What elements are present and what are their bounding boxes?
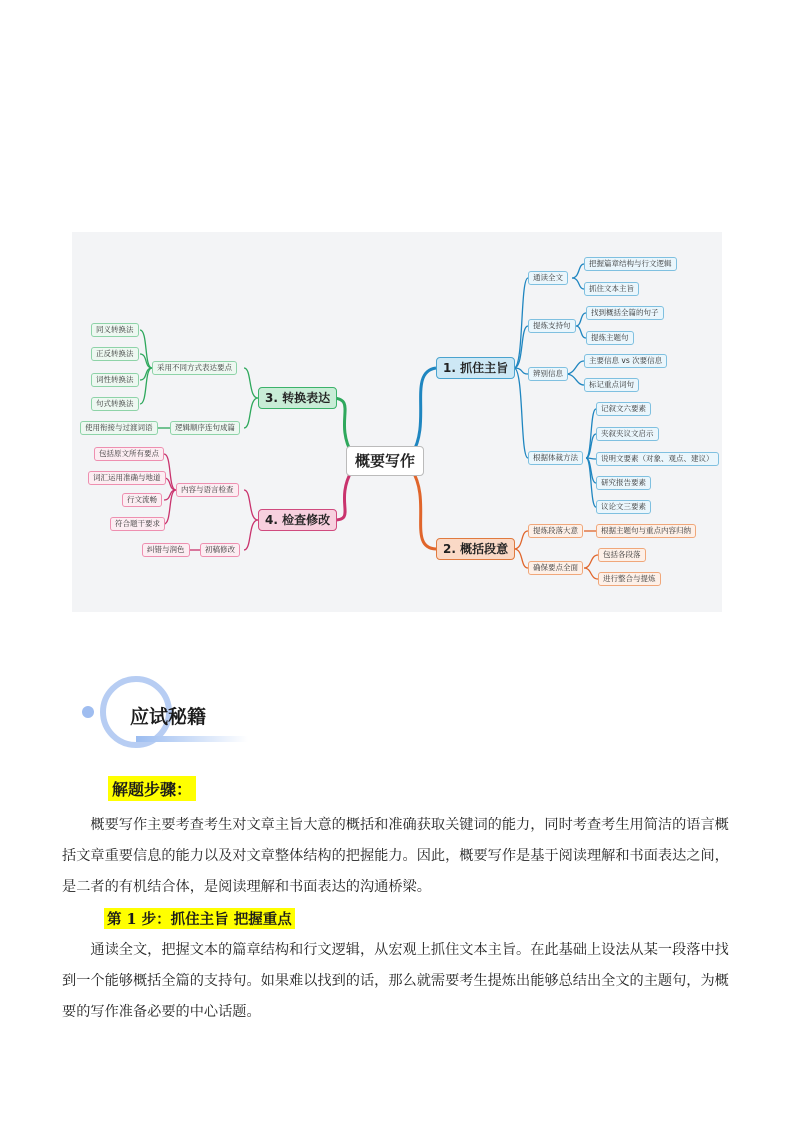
leaf-induce-by-topic: 根据主题句与重点内容归纳 bbox=[596, 524, 696, 538]
node-paragraph-gist: 提炼段落大意 bbox=[528, 524, 583, 538]
node-distinguish-info: 辨别信息 bbox=[528, 367, 568, 381]
leaf-antonym-transform: 正反转换法 bbox=[91, 347, 139, 361]
connectors-b3 bbox=[140, 330, 258, 428]
leaf-narrative-elements: 记叙文六要素 bbox=[596, 402, 651, 416]
connectors-b4 bbox=[164, 454, 258, 550]
step-1-paragraph: 通读全文，把握文本的篇章结构和行文逻辑，从宏观上抓住文本主旨。在此基础上设法从某一段落中找到一个能够概括全篇的支持句。如果难以找到的话，那么就需要考生提炼出能够总结出全文的主题句，为概要的写作准备必要的中心话题。 bbox=[62, 942, 729, 1020]
leaf-accurate-vocabulary: 词汇运用准确与地道 bbox=[88, 471, 166, 485]
leaf-topic-sentence: 提炼主题句 bbox=[586, 331, 634, 345]
branch-check-revise: 4. 检查修改 bbox=[258, 509, 337, 531]
leaf-report-elements: 研究报告要素 bbox=[596, 476, 651, 490]
leaf-text-theme: 抓住文本主旨 bbox=[584, 282, 639, 296]
leaf-main-vs-minor: 主要信息 vs 次要信息 bbox=[584, 354, 667, 368]
branch-summarize-paragraphs: 2. 概括段意 bbox=[436, 538, 515, 560]
leaf-mark-key-words: 标记重点词句 bbox=[584, 378, 639, 392]
mindmap-figure bbox=[72, 232, 722, 612]
leaf-structure-logic: 把握篇章结构与行文逻辑 bbox=[584, 257, 677, 271]
node-logical-order: 逻辑顺序连句成篇 bbox=[170, 421, 240, 435]
leaf-expository-elements: 说明文要素（对象、观点、建议） bbox=[596, 452, 719, 466]
intro-paragraph: 概要写作主要考查考生对文章主旨大意的概括和准确获取关键词的能力，同时考查考生用简洁的语言概括文章重要信息的能力以及对文章整体结构的把握能力。因此，概要写作是基于阅读理解和书面表达之间，是二者的有机结合体，是阅读理解和书面表达的沟通桥梁。 bbox=[62, 817, 729, 895]
mindmap-root: 概要写作 bbox=[346, 446, 424, 476]
leaf-all-points: 包括原文所有要点 bbox=[94, 447, 164, 461]
node-content-language-check: 内容与语言检查 bbox=[176, 483, 239, 497]
leaf-correct-polish: 纠错与润色 bbox=[142, 543, 190, 557]
branch-grasp-main-idea: 1. 抓住主旨 bbox=[436, 357, 515, 379]
connector-root-b1 bbox=[412, 368, 436, 454]
connector-root-b2 bbox=[412, 470, 436, 549]
node-extract-support-sentence: 提炼支持句 bbox=[528, 319, 576, 333]
node-read-full-text: 通读全文 bbox=[528, 271, 568, 285]
subheading-solving-steps: 解题步骤： bbox=[108, 776, 196, 801]
step-1-heading: 第 1 步：抓住主旨 把握重点 bbox=[104, 908, 295, 929]
branch-transform-expression: 3. 转换表达 bbox=[258, 387, 337, 409]
leaf-integrate-refine: 进行整合与提炼 bbox=[598, 572, 661, 586]
node-by-genre: 根据体裁方法 bbox=[528, 451, 583, 465]
leaf-part-of-speech-transform: 词性转换法 bbox=[91, 373, 139, 387]
section-title: 应试秘籍 bbox=[130, 706, 207, 728]
leaf-meet-requirements: 符合题干要求 bbox=[110, 517, 165, 531]
leaf-argumentative-elements: 议论文三要素 bbox=[596, 500, 651, 514]
leaf-sentence-pattern-transform: 句式转换法 bbox=[91, 397, 139, 411]
leaf-include-paragraphs: 包括各段落 bbox=[598, 548, 646, 562]
leaf-synonym-transform: 同义转换法 bbox=[91, 323, 139, 337]
node-draft-revision: 初稿修改 bbox=[200, 543, 240, 557]
leaf-narrative-argument: 夹叙夹议文启示 bbox=[596, 427, 659, 441]
leaf-find-summary-sentence: 找到概括全篇的句子 bbox=[586, 306, 664, 320]
leaf-transition-words: 使用衔接与过渡词语 bbox=[80, 421, 158, 435]
node-different-expression: 采用不同方式表达要点 bbox=[152, 361, 237, 375]
leaf-fluent-writing: 行文流畅 bbox=[122, 493, 162, 507]
node-ensure-complete: 确保要点全面 bbox=[528, 561, 583, 575]
